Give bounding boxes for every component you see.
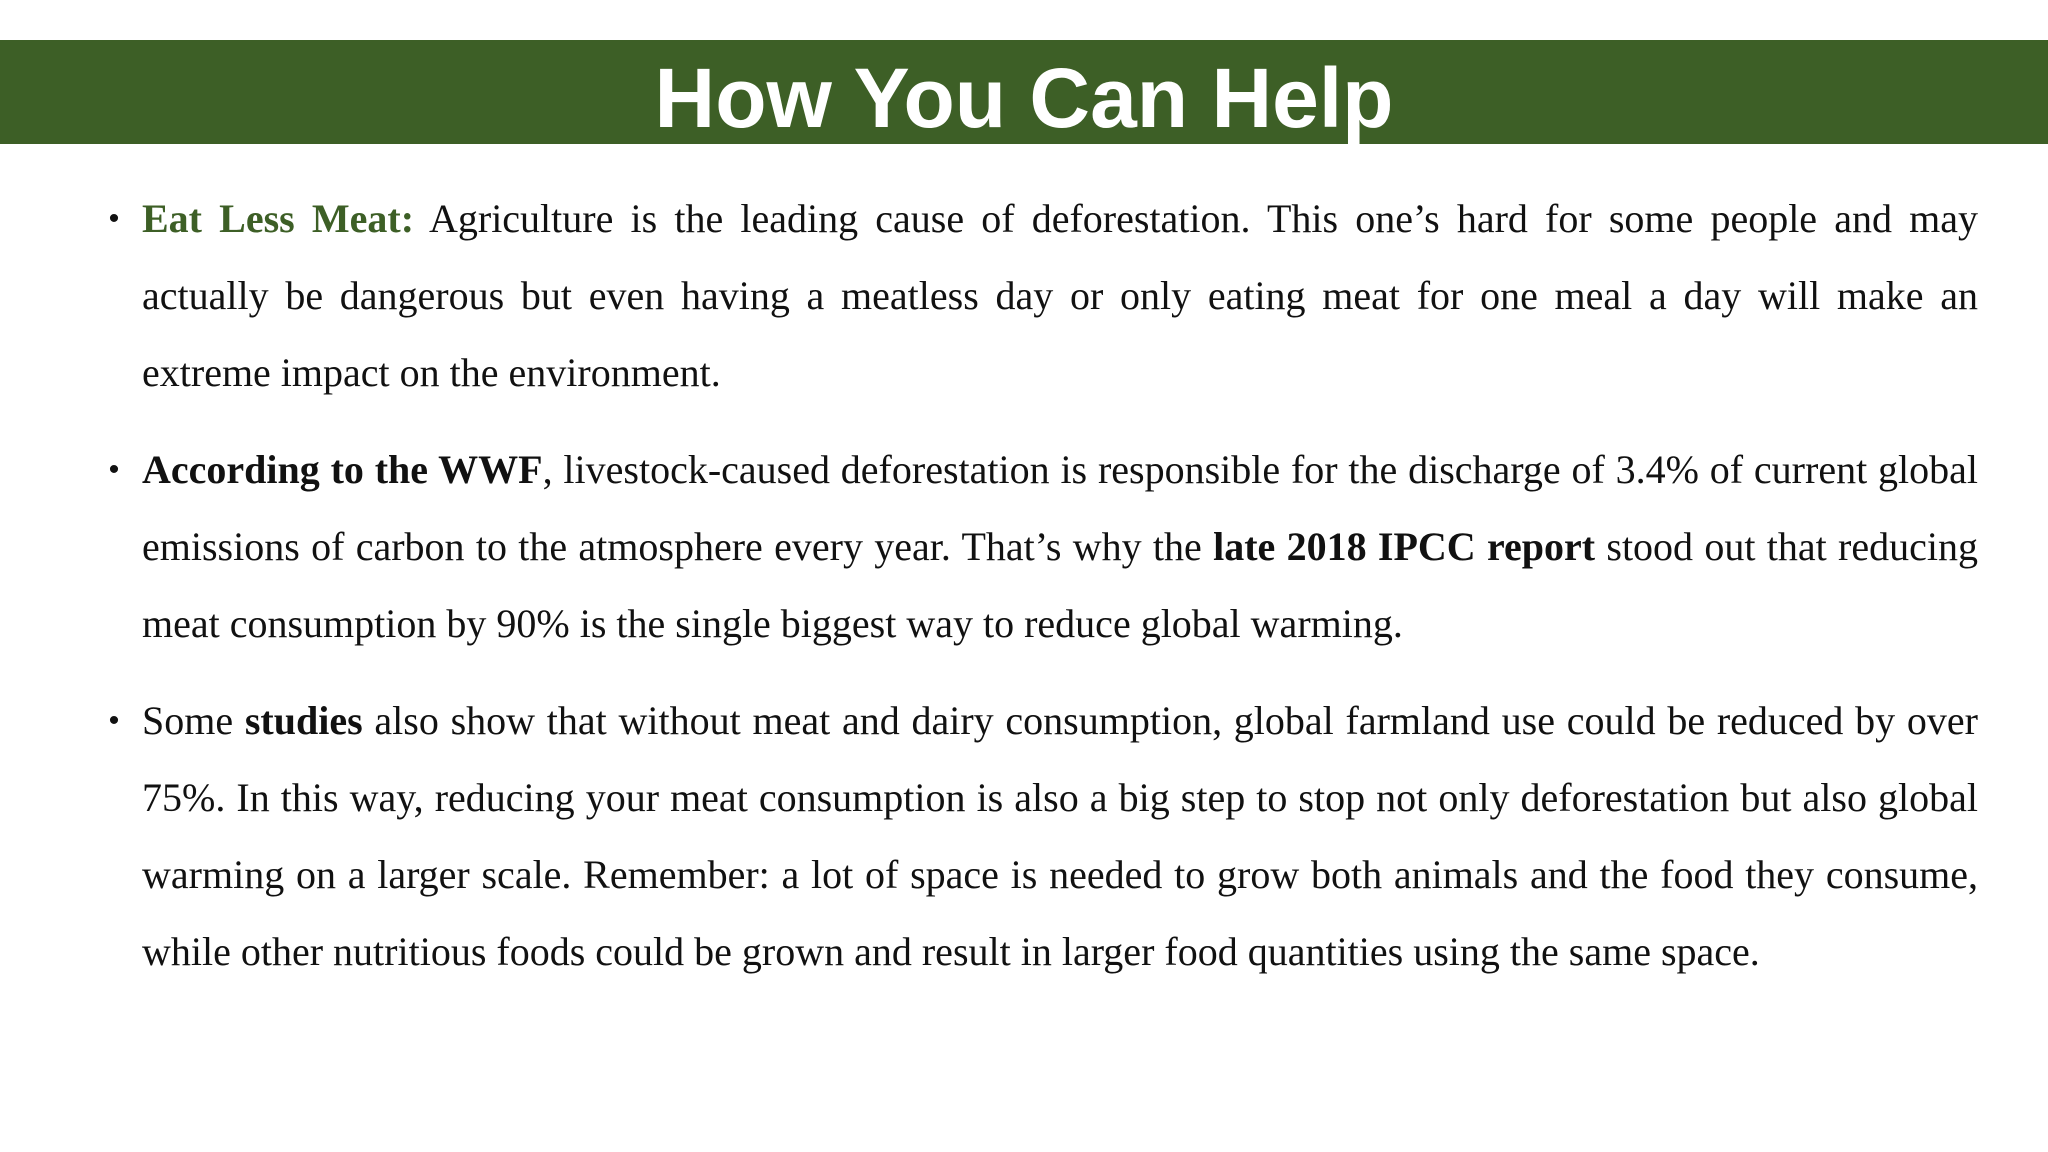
bullet-text-wwf-part-c: stood out that reducing meat consumption by 90% is the single biggest way to reduce global warming. (142, 524, 1979, 646)
bullet-item-eat-less-meat (102, 180, 1978, 411)
bullet-dot-icon: • (108, 202, 120, 235)
slide-content (102, 180, 1978, 1010)
title-bar (0, 40, 2048, 144)
bullet-lead-eat-less-meat: Eat Less Meat: (142, 196, 415, 241)
slide-title: How You Can Help (654, 51, 1394, 145)
bullet-bold-ipcc-report: late 2018 IPCC report (1213, 524, 1596, 569)
bullet-dot-icon: • (108, 704, 120, 737)
bullet-item-wwf (102, 431, 1978, 662)
bullet-bold-studies: studies (244, 698, 363, 743)
bullet-item-studies (102, 682, 1978, 990)
bullet-dot-icon: • (108, 453, 120, 486)
bullet-text-wwf-part-a: , livestock-caused deforestation is responsible for the discharge of 3.4% of current global emissions of carbon to the atmosphere every year. That’s why the (142, 447, 1978, 569)
bullet-lead-wwf: According to the WWF (142, 447, 543, 492)
bullet-text-studies-part-a: Some (142, 698, 245, 743)
bullet-text-studies-part-c: also show that without meat and dairy consumption, global farmland use could be reduced by over 75%. In this way, reducing your meat consumption is also a big step to stop not only deforestation but also global warming on a larger scale. Remember: a lot of space is needed to grow both animals and the food they consume, while other nutritious foods could be grown and result in larger food quantities using the same space. (142, 698, 1978, 974)
bullet-text-eat-less-meat: Agriculture is the leading cause of deforestation. This one’s hard for some people and may actually be dangerous but even having a meatless day or only eating meat for one meal a day will make an extreme impact on the environment. (142, 196, 1978, 395)
bullet-list (102, 180, 1978, 990)
